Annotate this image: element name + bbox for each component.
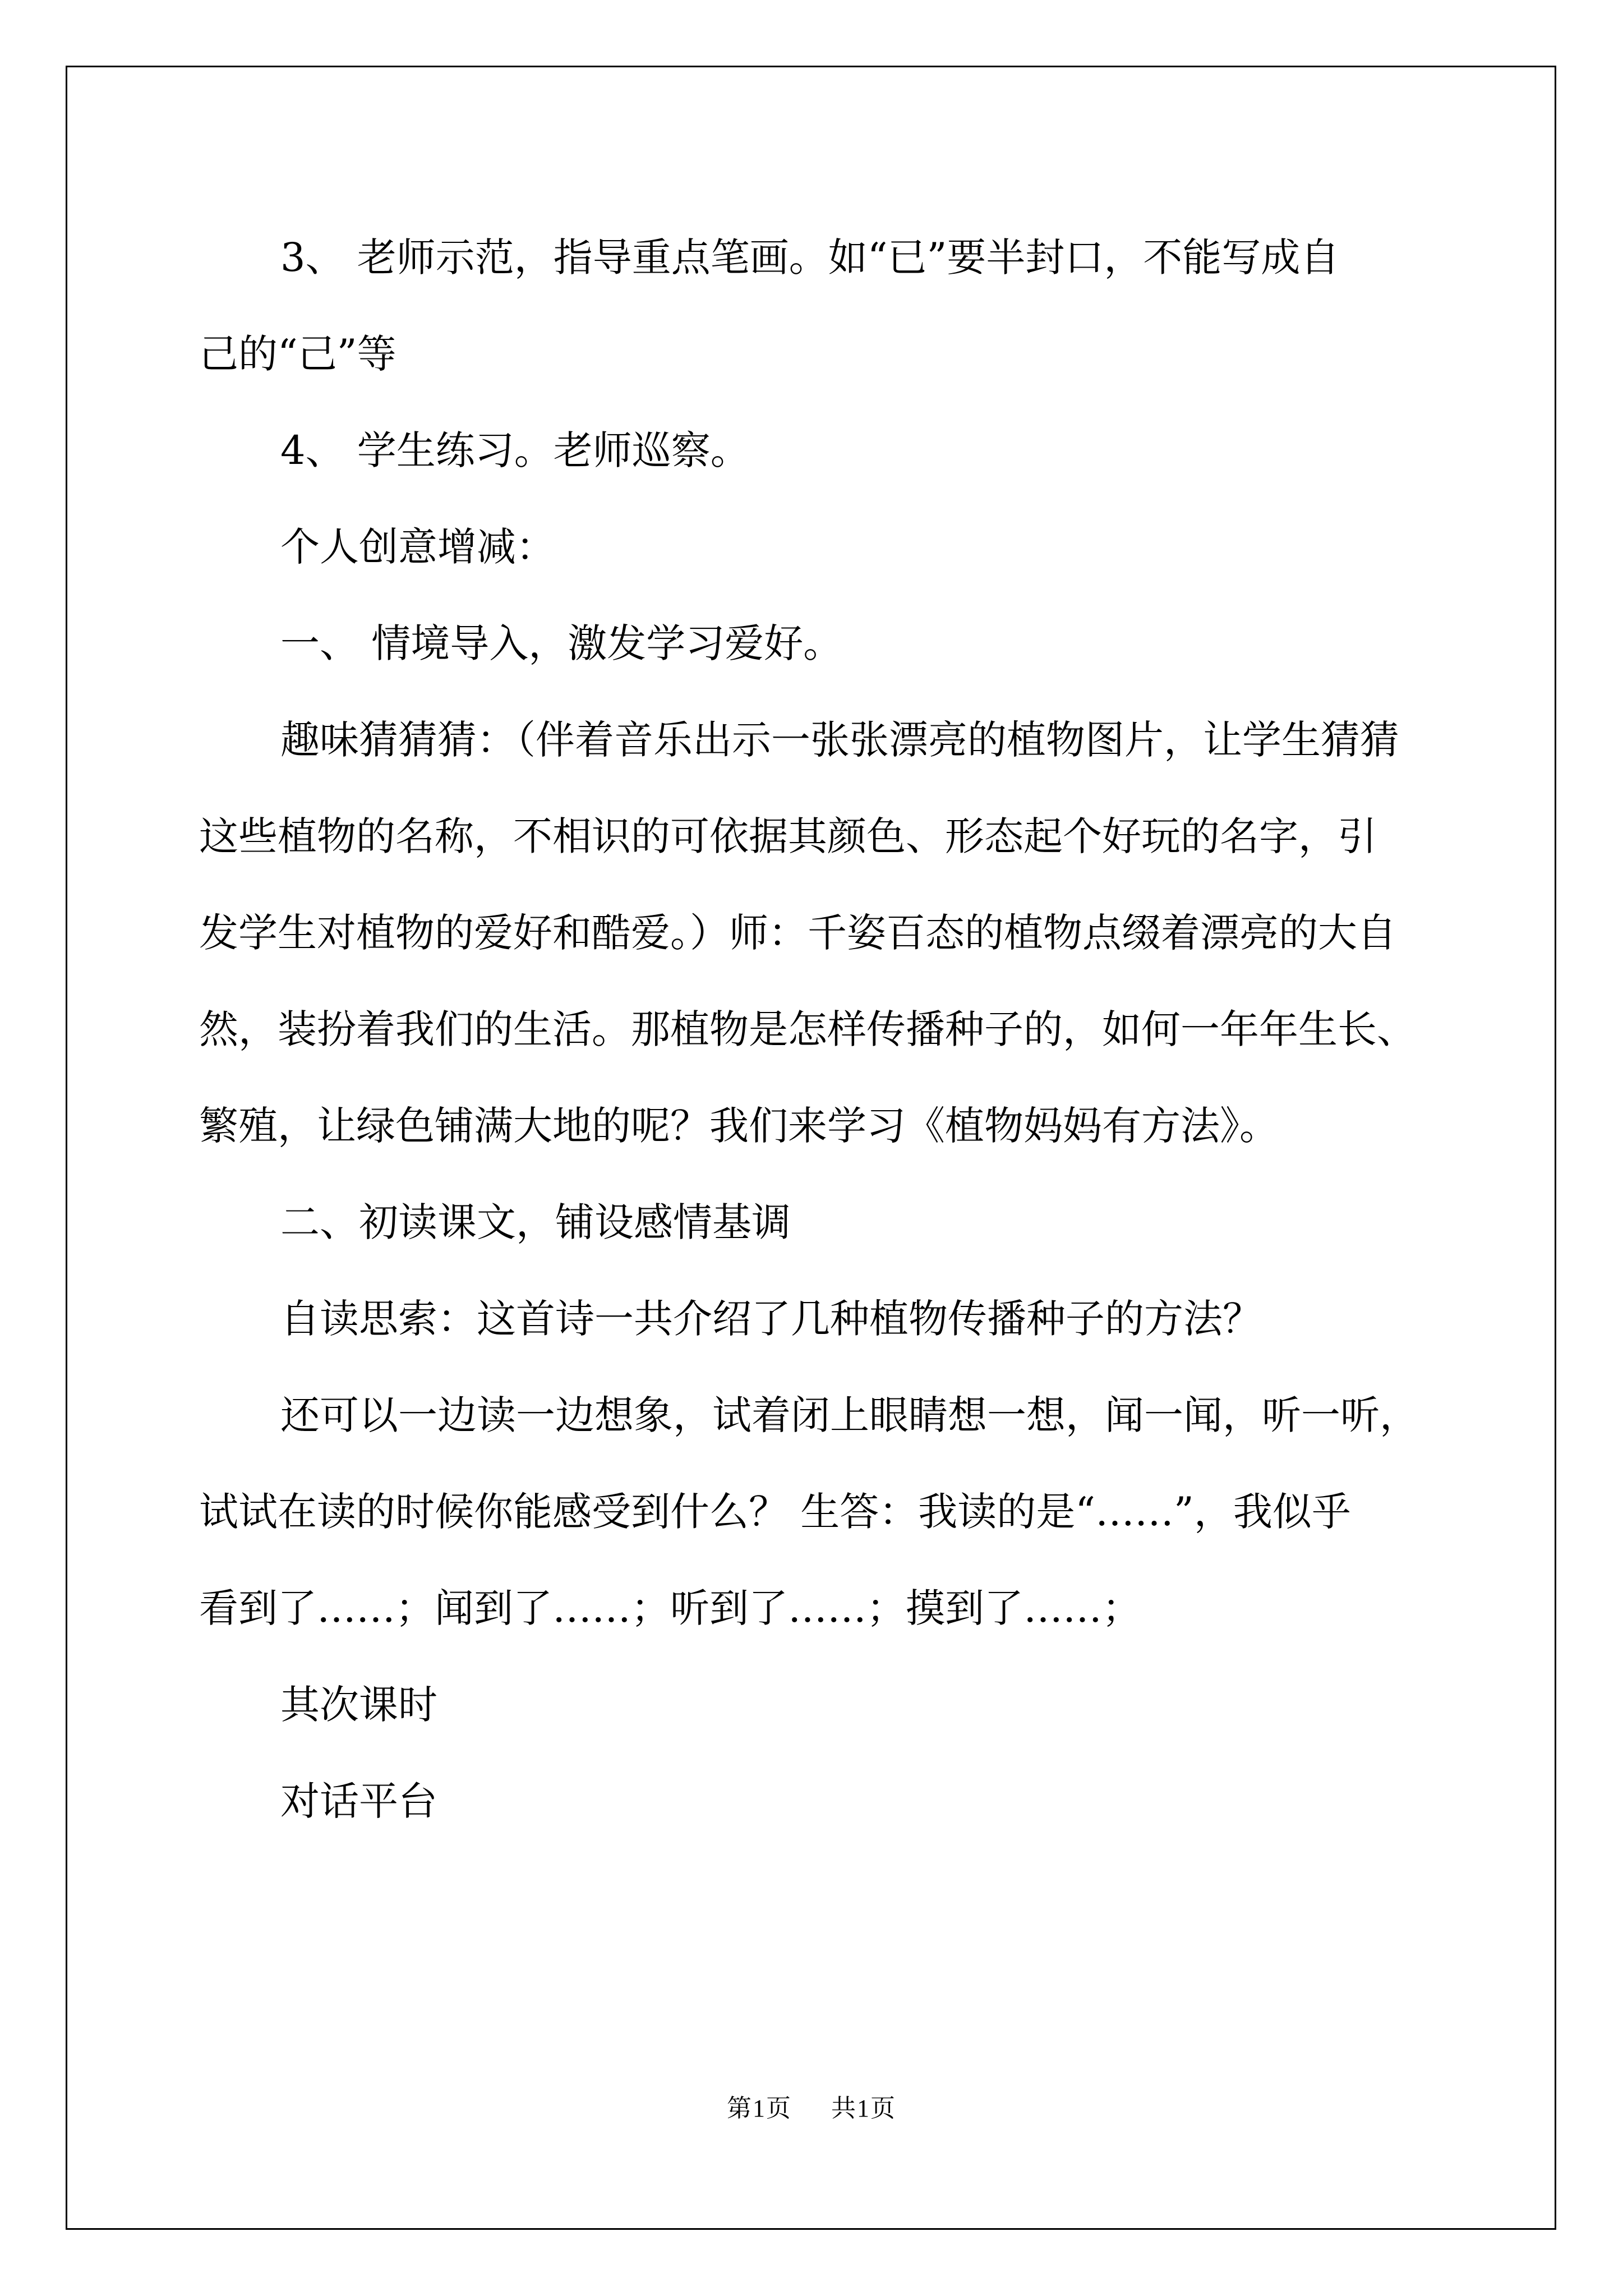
text-line: 个人创意增减： — [280, 524, 555, 570]
text-line: 然，装扮着我们的生活。那植物是怎样传播种子的，如何一年年生长、 — [199, 1006, 1416, 1052]
text-line: 自读思索：这首诗一共介绍了几种植物传播种子的方法？ — [280, 1296, 1262, 1342]
text-line: 这些植物的名称，不相识的可依据其颜色、形态起个好玩的名字，引 — [199, 813, 1377, 859]
text-line: 对话平台 — [280, 1778, 437, 1824]
text-line: 还可以一边读一边想象，试着闭上眼睛想一想，闻一闻，听一听， — [280, 1392, 1419, 1438]
page-footer — [0, 2088, 1623, 2124]
page-number: 第1页 — [727, 2095, 792, 2122]
text-line: 4、 学生练习。老师巡察。 — [280, 427, 750, 473]
text-line: 试试在读的时候你能感受到什么？ 生答：我读的是“……”，我似乎 — [199, 1489, 1351, 1535]
text-line: 己的“己”等 — [199, 331, 396, 377]
text-line: 发学生对植物的爱好和酷爱。）师：千姿百态的植物点缀着漂亮的大自 — [199, 910, 1396, 956]
text-line: 其次课时 — [280, 1682, 437, 1728]
text-line: 繁殖，让绿色铺满大地的呢？我们来学习《植物妈妈有方法》。 — [199, 1103, 1279, 1149]
page-total: 共1页 — [831, 2095, 896, 2122]
text-line: 一、 情境导入，激发学习爱好。 — [280, 620, 843, 666]
text-line: 二、初读课文，铺设感情基调 — [280, 1199, 791, 1245]
document-body — [199, 209, 1427, 1849]
text-line: 3、 老师示范，指导重点笔画。如“已”要半封口，不能写成自 — [280, 234, 1340, 280]
text-line: 趣味猜猜猜：（伴着音乐出示一张张漂亮的植物图片，让学生猜猜 — [280, 717, 1399, 763]
text-line: 看到了……；闻到了……；听到了……；摸到了……； — [199, 1585, 1141, 1631]
